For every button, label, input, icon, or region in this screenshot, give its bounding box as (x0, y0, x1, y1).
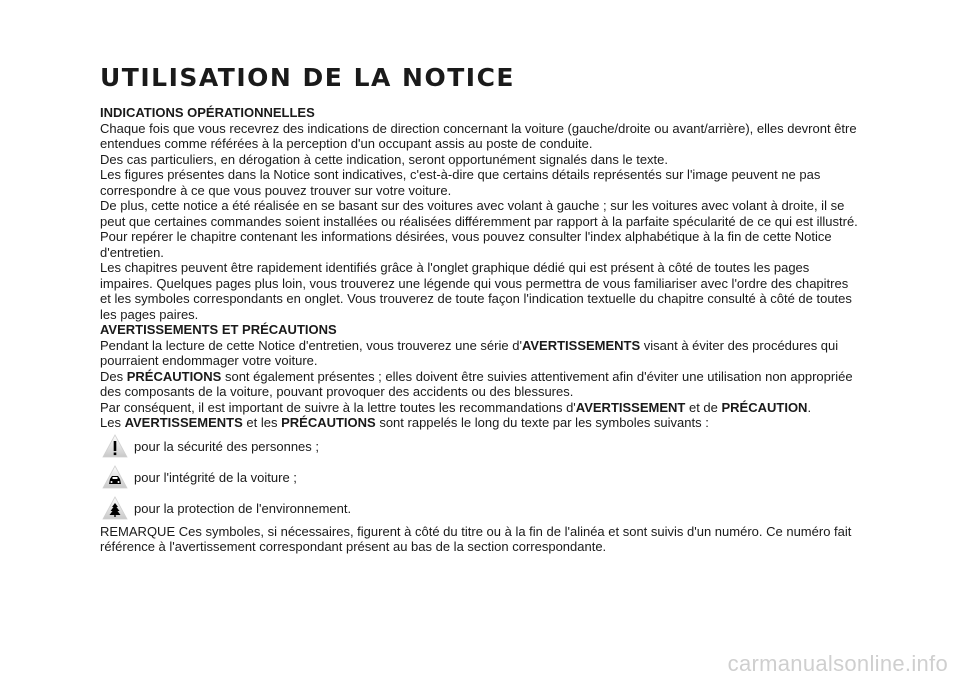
paragraph: De plus, cette notice a été réalisée en se basant sur des voitures avec volant à gauche ; sur les voitures avec volant à droite, il se peut que certaines commandes soient installées ou réalisées différemment par rapport à la parfaite spécularité de ce qui est illustré. (100, 198, 858, 229)
paragraph: Les figures présentes dans la Notice sont indicatives, c'est-à-dire que certains détails représentés sur l'image peuvent ne pas correspondre à ce que vous pouvez trouver sur votre voiture. (100, 167, 821, 198)
paragraph: Pour repérer le chapitre contenant les informations désirées, vous pouvez consulter l'index alphabétique à la fin de cette Notice d'entretien. (100, 229, 832, 260)
paragraph: Des cas particuliers, en dérogation à cette indication, seront opportunément signalés dans le texte. (100, 151, 669, 167)
paragraph: Les chapitres peuvent être rapidement identifiés grâce à l'onglet graphique dédié qui est présent à côté de toutes les pages impaires. Quelques pages plus loin, vous trouverez une légende qui vous permettra de vous familiariser avec l'ordre des chapitres et les symboles correspondants en onglet. Vous trouverez de toute façon l'indication textuelle du chapitre consulté à côté de toutes les pages paires. (100, 260, 852, 322)
paragraph-warnings-intro: Pendant la lecture de cette Notice d'entretien, vous trouverez une série d'AVERTISSEMENTS visant à éviter des procédures qui pourraient endommager votre voiture. (100, 337, 839, 368)
symbol-row-persons (100, 431, 860, 462)
page-title: UTILISATION DE LA NOTICE (100, 63, 516, 92)
symbol-row-car (100, 462, 860, 493)
paragraph-remark: REMARQUE Ces symboles, si nécessaires, figurent à côté du titre ou à la fin de l'alinéa et sont suivis d'un numéro. Ce numéro fait référence à l'avertissement correspondant présent au bas de la section correspondante. (100, 523, 852, 554)
paragraph-precautions-intro: Des PRÉCAUTIONS sont également présentes ; elles doivent être suivies attentivement afin d'éviter une utilisation non appropriée des composants de la voiture, pouvant provoquer des accidents ou des blessures. (100, 368, 853, 399)
section-heading-indications: INDICATIONS OPÉRATIONNELLES (100, 105, 315, 120)
paragraph-recommendations: Par conséquent, il est important de suivre à la lettre toutes les recommandations d'AVERTISSEMENT et de PRÉCAUTION. (100, 399, 812, 415)
symbol-label: pour la sécurité des personnes ; (134, 438, 319, 454)
warning-car-icon (100, 465, 128, 489)
watermark: carmanualsonline.info (727, 651, 948, 676)
symbol-label: pour la protection de l'environnement. (134, 500, 352, 516)
paragraph: Chaque fois que vous recevrez des indications de direction concernant la voiture (gauche/droite ou avant/arrière), elles devront être entendues comme référées à la perception d'un occupant assis au poste de conduite. (100, 120, 857, 151)
paragraph-symbols-intro: Les AVERTISSEMENTS et les PRÉCAUTIONS sont rappelés le long du texte par les symboles suivants : (100, 415, 709, 430)
page-content (100, 62, 860, 555)
symbol-row-environment (100, 493, 860, 524)
warning-environment-icon (100, 496, 128, 520)
warning-person-icon (100, 434, 128, 458)
symbol-label: pour l'intégrité de la voiture ; (134, 469, 297, 485)
section-heading-warnings: AVERTISSEMENTS ET PRÉCAUTIONS (100, 322, 337, 337)
